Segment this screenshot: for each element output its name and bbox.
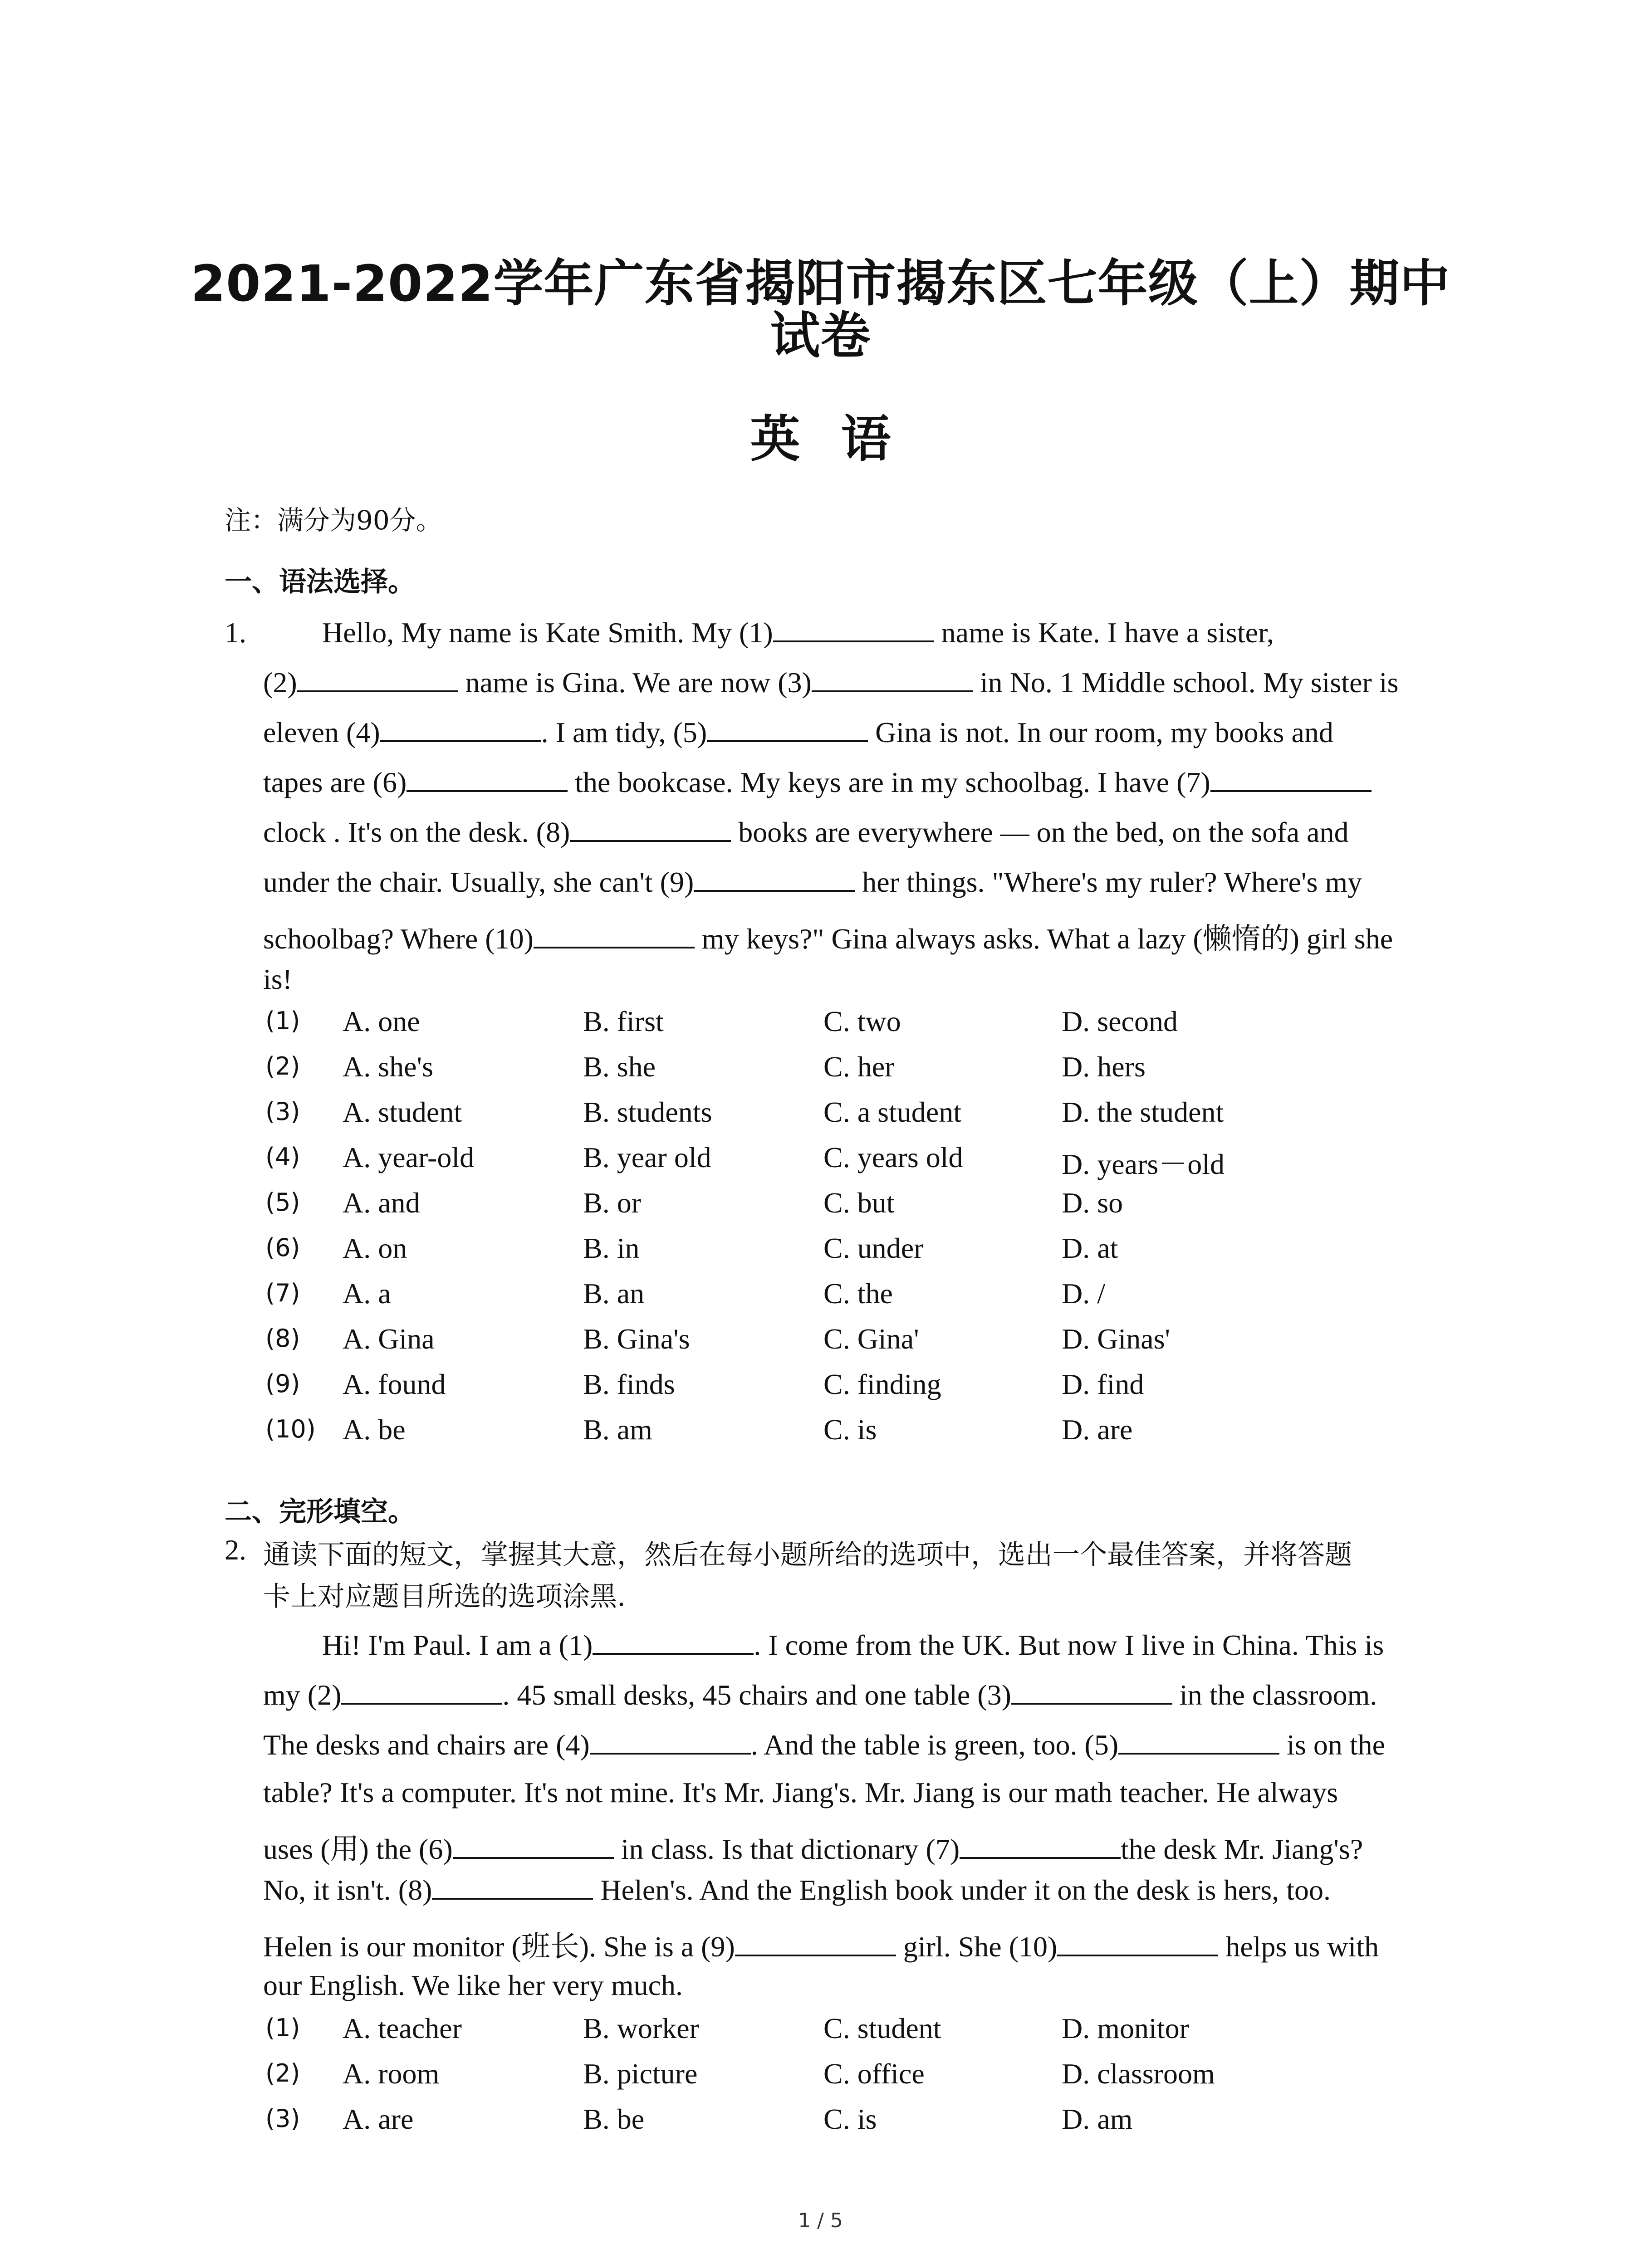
option-c: C. office xyxy=(823,2058,925,2090)
passage-text: my (2) xyxy=(263,1679,342,1711)
answer-blank xyxy=(534,927,695,948)
option-index: (4) xyxy=(265,1143,300,1171)
option-row xyxy=(0,1277,1641,1322)
option-b: B. am xyxy=(583,1413,652,1446)
option-d: D. / xyxy=(1062,1277,1105,1310)
option-row xyxy=(0,2012,1641,2057)
answer-blank xyxy=(341,1683,502,1705)
page-number: 1 / 5 xyxy=(798,2209,843,2232)
answer-blank xyxy=(694,870,855,892)
answer-blank xyxy=(1011,1683,1172,1705)
option-d: D. years－old xyxy=(1062,1148,1225,1180)
question2-number: 2. xyxy=(225,1534,246,1566)
passage-text: Helen's. And the English book under it on the desk is hers, too. xyxy=(593,1874,1331,1906)
option-c: C. student xyxy=(823,2012,941,2044)
option-index: (1) xyxy=(265,2014,300,2042)
option-b: B. students xyxy=(583,1096,712,1128)
option-b: B. worker xyxy=(583,2012,699,2044)
option-a: A. room xyxy=(343,2058,440,2090)
option-d: D. second xyxy=(1062,1005,1178,1037)
option-row xyxy=(0,1368,1641,1413)
answer-blank xyxy=(735,1935,896,1956)
passage-text: is on the xyxy=(1279,1729,1386,1761)
answer-blank xyxy=(960,1837,1121,1859)
section2-instruction-line1: 通读下面的短文，掌握其大意，然后在每小题所给的选项中，选出一个最佳答案，并将答题 xyxy=(263,1539,1352,1571)
passage-text: girl. She (10) xyxy=(896,1931,1058,1963)
passage-text: Hello, My name is Kate Smith. My (1) xyxy=(322,616,773,649)
option-d: D. Ginas' xyxy=(1062,1323,1171,1355)
option-a: A. be xyxy=(343,1413,406,1446)
option-d: D. classroom xyxy=(1062,2058,1215,2090)
passage-text: Hi! I'm Paul. I am a (1) xyxy=(322,1629,593,1661)
option-row xyxy=(0,1005,1641,1050)
passage-text: the bookcase. My keys are in my schoolbag. I have (7) xyxy=(568,766,1210,798)
option-c: C. is xyxy=(823,1413,877,1446)
option-b: B. she xyxy=(583,1051,656,1083)
option-index: (3) xyxy=(265,2104,300,2133)
option-a: A. student xyxy=(343,1096,462,1128)
passage-text: her things. "Where's my ruler? Where's my xyxy=(855,866,1362,898)
option-a: A. a xyxy=(343,1277,391,1310)
option-a: A. Gina xyxy=(343,1323,435,1355)
answer-blank xyxy=(707,720,868,742)
score-note: 注：满分为90分。 xyxy=(225,505,442,536)
option-b: B. year old xyxy=(583,1141,711,1173)
option-row xyxy=(0,1050,1641,1095)
passage-text: . 45 small desks, 45 chairs and one table (3) xyxy=(502,1679,1011,1711)
option-c: C. her xyxy=(823,1051,895,1083)
passage-text: table? It's a computer. It's not mine. It's Mr. Jiang's. Mr. Jiang is our math teacher. He always xyxy=(263,1776,1338,1809)
option-a: A. on xyxy=(343,1232,407,1264)
option-row xyxy=(0,1186,1641,1232)
section1-heading: 一、语法选择。 xyxy=(225,566,415,598)
option-row xyxy=(0,1095,1641,1141)
answer-blank xyxy=(1057,1935,1218,1956)
option-a: A. found xyxy=(343,1368,446,1400)
answer-blank xyxy=(453,1837,614,1859)
answer-blank xyxy=(773,621,934,642)
passage-text: under the chair. Usually, she can't (9) xyxy=(263,866,694,898)
passage-line xyxy=(263,963,292,996)
option-b: B. in xyxy=(583,1232,640,1264)
option-c: C. finding xyxy=(823,1368,941,1400)
option-index: (8) xyxy=(265,1324,300,1353)
passage-line xyxy=(322,616,1274,650)
option-d: D. am xyxy=(1062,2103,1133,2135)
option-c: C. two xyxy=(823,1005,901,1037)
question1-number: 1. xyxy=(225,616,246,649)
option-index: (10) xyxy=(265,1415,316,1443)
option-b: B. an xyxy=(583,1277,645,1310)
exam-title-line2: 试卷 xyxy=(770,307,871,365)
passage-text: . I am tidy, (5) xyxy=(541,716,707,748)
answer-blank xyxy=(380,720,541,742)
answer-blank xyxy=(297,670,458,692)
passage-text: the desk Mr. Jiang's? xyxy=(1121,1833,1363,1865)
passage-line xyxy=(263,865,1362,899)
passage-text: in the classroom. xyxy=(1172,1679,1377,1711)
section2-heading: 二、完形填空。 xyxy=(225,1496,415,1528)
passage-text: The desks and chairs are (4) xyxy=(263,1729,590,1761)
passage-line xyxy=(322,1628,1384,1662)
passage-text: . And the table is green, too. (5) xyxy=(750,1729,1119,1761)
option-index: (3) xyxy=(265,1097,300,1126)
option-c: C. a student xyxy=(823,1096,961,1128)
option-b: B. first xyxy=(583,1005,664,1037)
option-index: (6) xyxy=(265,1233,300,1262)
answer-blank xyxy=(1210,770,1372,792)
option-b: B. Gina's xyxy=(583,1323,690,1355)
passage-line xyxy=(263,1678,1377,1712)
passage-line xyxy=(263,816,1349,849)
option-row xyxy=(0,1413,1641,1458)
passage-line xyxy=(263,1826,1363,1867)
option-row xyxy=(0,2057,1641,2102)
passage-text: uses (用) the (6) xyxy=(263,1833,453,1865)
answer-blank xyxy=(812,670,973,692)
option-a: A. are xyxy=(343,2103,414,2135)
option-d: D. the student xyxy=(1062,1096,1224,1128)
option-b: B. be xyxy=(583,2103,645,2135)
option-d: D. are xyxy=(1062,1413,1133,1446)
passage-text: is! xyxy=(263,963,292,995)
passage-text: helps us with xyxy=(1218,1931,1379,1963)
option-index: (9) xyxy=(265,1369,300,1398)
option-d: D. so xyxy=(1062,1187,1123,1219)
option-row xyxy=(0,1322,1641,1368)
subject-title: 英语 xyxy=(750,410,932,468)
passage-line xyxy=(263,1728,1385,1762)
answer-blank xyxy=(432,1878,593,1900)
option-index: (5) xyxy=(265,1188,300,1217)
option-d: D. find xyxy=(1062,1368,1144,1400)
passage-text: books are everywhere — on the bed, on the sofa and xyxy=(731,816,1349,848)
option-d: D. hers xyxy=(1062,1051,1146,1083)
passage-text: . I come from the UK. But now I live in China. This is xyxy=(754,1629,1384,1661)
option-row xyxy=(0,2102,1641,2148)
passage-line xyxy=(263,1873,1331,1907)
passage-text: tapes are (6) xyxy=(263,766,407,798)
passage-line xyxy=(263,1923,1379,1965)
option-a: A. year-old xyxy=(343,1141,475,1173)
passage-line xyxy=(263,666,1398,699)
option-c: C. years old xyxy=(823,1141,963,1173)
option-c: C. but xyxy=(823,1187,895,1219)
passage-text: No, it isn't. (8) xyxy=(263,1874,432,1906)
passage-text: clock . It's on the desk. (8) xyxy=(263,816,570,848)
answer-blank xyxy=(570,820,731,842)
passage-text: Helen is our monitor (班长). She is a (9) xyxy=(263,1931,735,1963)
passage-text: schoolbag? Where (10) xyxy=(263,923,534,955)
option-b: B. picture xyxy=(583,2058,698,2090)
answer-blank xyxy=(590,1733,751,1755)
option-c: C. under xyxy=(823,1232,924,1264)
passage-line xyxy=(263,1969,683,2002)
answer-blank xyxy=(407,770,568,792)
option-index: (7) xyxy=(265,1279,300,1307)
option-b: B. finds xyxy=(583,1368,675,1400)
option-c: C. Gina' xyxy=(823,1323,919,1355)
passage-line xyxy=(263,1776,1338,1809)
passage-text: (2) xyxy=(263,666,297,699)
option-c: C. is xyxy=(823,2103,877,2135)
answer-blank xyxy=(593,1633,754,1655)
option-d: D. at xyxy=(1062,1232,1118,1264)
answer-blank xyxy=(1118,1733,1279,1755)
section2-instruction-line2: 卡上对应题目所选的选项涂黑. xyxy=(263,1581,626,1613)
option-a: A. one xyxy=(343,1005,420,1037)
option-d: D. monitor xyxy=(1062,2012,1189,2044)
option-a: A. she's xyxy=(343,1051,433,1083)
option-index: (2) xyxy=(265,2059,300,2087)
option-b: B. or xyxy=(583,1187,641,1219)
option-a: A. and xyxy=(343,1187,420,1219)
passage-text: name is Gina. We are now (3) xyxy=(458,666,812,699)
option-row xyxy=(0,1141,1641,1186)
passage-line xyxy=(263,716,1333,749)
passage-text: Gina is not. In our room, my books and xyxy=(868,716,1333,748)
passage-text: name is Kate. I have a sister, xyxy=(934,616,1274,649)
option-c: C. the xyxy=(823,1277,893,1310)
passage-text: our English. We like her very much. xyxy=(263,1969,683,2001)
option-index: (1) xyxy=(265,1007,300,1035)
option-index: (2) xyxy=(265,1052,300,1080)
passage-line xyxy=(263,915,1393,957)
exam-title-line1: 2021-2022学年广东省揭阳市揭东区七年级（上）期中 xyxy=(191,254,1450,313)
option-a: A. teacher xyxy=(343,2012,462,2044)
passage-text: in class. Is that dictionary (7) xyxy=(613,1833,960,1865)
passage-text: eleven (4) xyxy=(263,716,380,748)
passage-text: my keys?" Gina always asks. What a lazy (懒惰的) girl she xyxy=(694,923,1393,955)
passage-text: in No. 1 Middle school. My sister is xyxy=(972,666,1399,699)
passage-line xyxy=(263,766,1372,799)
option-row xyxy=(0,1232,1641,1277)
